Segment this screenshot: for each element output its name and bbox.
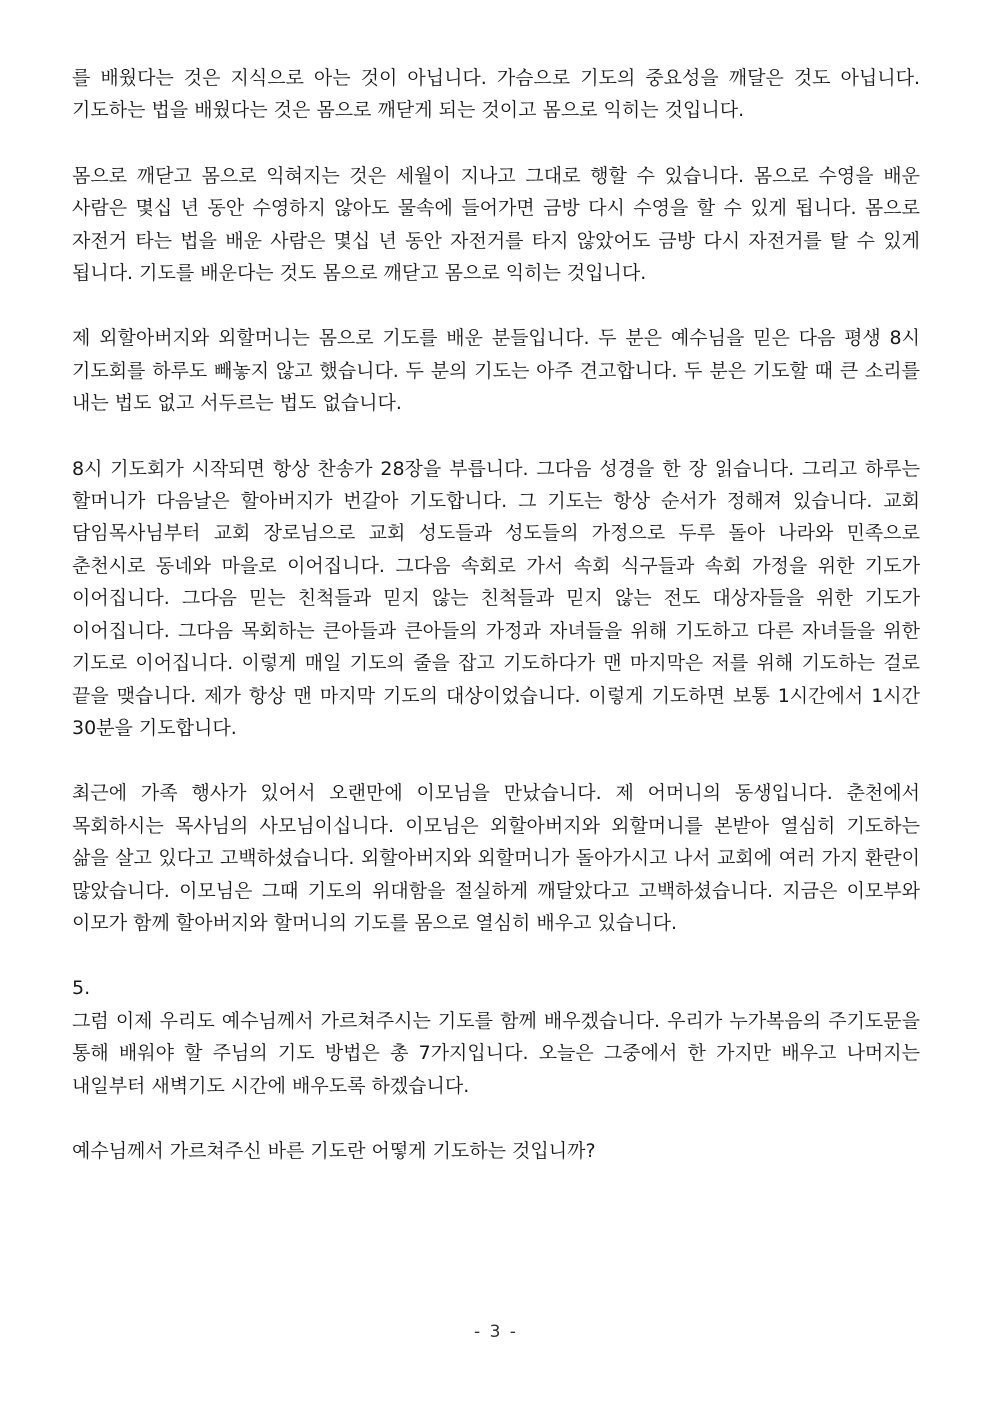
paragraph-5: 최근에 가족 행사가 있어서 오랜만에 이모님을 만났습니다. 제 어머니의 동생입니다. 춘천에서 목회하시는 목사님의 사모님이십니다. 이모님은 외할아버지와 외할머니를 본받아 열심히 기도하는 삶을 살고 있다고 고백하셨습니다. 외할아버지와 외할머니가 돌아가시고 나서 교회에 여러 가지 환란이 많았습니다. 이모님은 그때 기도의 위대함을 절실하게 깨달았다고 고백하셨습니다. 지금은 이모부와 이모가 함께 할아버지와 할머니의 기도를 몸으로 열심히 배우고 있습니다. xyxy=(72,782,920,934)
page-number: - 3 - xyxy=(474,1322,518,1342)
document-body xyxy=(72,62,920,1200)
paragraph-2: 몸으로 깨닫고 몸으로 익혀지는 것은 세월이 지나고 그대로 행할 수 있습니다. 몸으로 수영을 배운 사람은 몇십 년 동안 수영하지 않아도 물속에 들어가면 금방 다시 수영을 할 수 있게 됩니다. 몸으로 자전거 타는 법을 배운 사람은 몇십 년 동안 자전거를 타지 않았어도 금방 다시 자전거를 탈 수 있게 됩니다. 기도를 배운다는 것도 몸으로 깨닫고 몸으로 익히는 것입니다. xyxy=(72,164,920,285)
section-number: 5. xyxy=(72,977,91,1000)
closing-question: 예수님께서 가르쳐주신 바른 기도란 어떻게 기도하는 것입니까? xyxy=(72,1139,596,1162)
paragraph-4: 8시 기도회가 시작되면 항상 찬송가 28장을 부릅니다. 그다음 성경을 한 장 읽습니다. 그리고 하루는 할머니가 다음날은 할아버지가 번갈아 기도합니다. 그 기도는 항상 순서가 정해져 있습니다. 교회 담임목사님부터 교회 장로님으로 교회 성도들과 성도들의 가정으로 두루 돌아 나라와 민족으로 춘천시로 동네와 마을로 이어집니다. 그다음 속회로 가서 속회 식구들과 속회 가정을 위한 기도가 이어집니다. 그다음 믿는 친척들과 믿지 않는 친척들과 믿지 않는 전도 대상자들을 위한 기도가 이어집니다. 그다음 목회하는 큰아들과 큰아들의 가정과 자녀들을 위해 기도하고 다른 자녀들을 위한 기도로 이어집니다. 이렇게 매일 기도의 줄을 잡고 기도하다가 맨 마지막은 저를 위해 기도하는 걸로 끝을 맺습니다. 제가 항상 맨 마지막 기도의 대상이었습니다. 이렇게 기도하면 보통 1시간에서 1시간 30분을 기도합니다. xyxy=(72,457,920,739)
section-paragraph: 그럼 이제 우리도 예수님께서 가르쳐주시는 기도를 함께 배우겠습니다. 우리가 누가복음의 주기도문을 통해 배워야 할 주님의 기도 방법은 총 7가지입니다. 오늘은 그중에서 한 가지만 배우고 나머지는 내일부터 새벽기도 시간에 배우도록 하겠습니다. xyxy=(72,1009,920,1097)
paragraph-1: 를 배웠다는 것은 지식으로 아는 것이 아닙니다. 가슴으로 기도의 중요성을 깨달은 것도 아닙니다. 기도하는 법을 배웠다는 것은 몸으로 깨닫게 되는 것이고 몸으로 익히는 것입니다. xyxy=(72,67,920,122)
paragraph-3: 제 외할아버지와 외할머니는 몸으로 기도를 배운 분들입니다. 두 분은 예수님을 믿은 다음 평생 8시 기도회를 하루도 빼놓지 않고 했습니다. 두 분의 기도는 아주 견고합니다. 두 분은 기도할 때 큰 소리를 내는 법도 없고 서두르는 법도 없습니다. xyxy=(72,327,920,415)
